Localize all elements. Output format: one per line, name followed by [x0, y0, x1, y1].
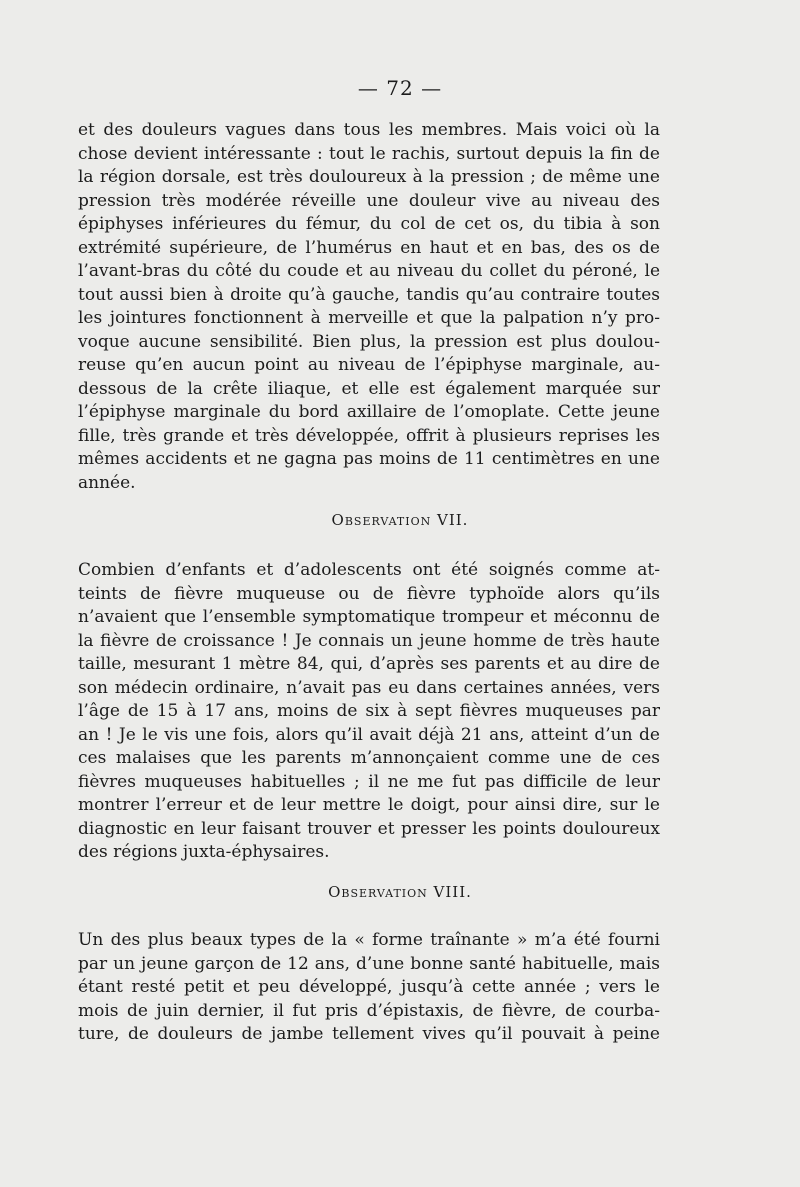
- text-line: diagnostic en leur faisant trouver et presser les points douloureux: [78, 818, 660, 839]
- text-line: année.: [78, 472, 136, 493]
- text-line: la fièvre de croissance ! Je connais un jeune homme de très haute: [78, 630, 660, 651]
- text-line: l’épiphyse marginale du bord axillaire de l’omoplate. Cette jeune: [78, 402, 660, 422]
- text-line: son médecin ordinaire, n’avait pas eu dans certaines années, vers: [78, 677, 660, 698]
- text-line: et des douleurs vagues dans tous les membres. Mais voici où la: [78, 120, 660, 140]
- text-line: n’avaient que l’ensemble symptomatique trompeur et méconnu de: [78, 607, 660, 627]
- text-line: fièvres muqueuses habituelles ; il ne me fut pas difficile de leur: [78, 771, 660, 792]
- text-line: taille, mesurant 1 mètre 84, qui, d’après ses parents et au dire de: [78, 654, 660, 674]
- text-line: extrémité supérieure, de l’humérus en haut et en bas, des os de: [78, 237, 660, 258]
- text-line: mois de juin dernier, il fut pris d’épistaxis, de fièvre, de courba-: [78, 1000, 660, 1021]
- text-line: Combien d’enfants et d’adolescents ont été soignés comme at-: [78, 560, 660, 580]
- text-line: teints de fièvre muqueuse ou de fièvre typhoïde alors qu’ils: [78, 583, 660, 604]
- text-line: ces malaises que les parents m’annonçaient comme une de ces: [78, 748, 660, 768]
- text-line: chose devient intéressante : tout le rachis, surtout depuis la fin de: [78, 143, 660, 164]
- section-heading-observation-8: Observation VIII.: [328, 883, 472, 901]
- text-line: épiphyses inférieures du fémur, du col de cet os, du tibia à son: [78, 214, 660, 234]
- text-line: reuse qu’en aucun point au niveau de l’épiphyse marginale, au-: [78, 355, 660, 375]
- paragraph-2: [78, 559, 660, 865]
- page-number: — 72 —: [357, 76, 443, 100]
- text-line: étant resté petit et peu développé, jusqu’à cette année ; vers le: [78, 977, 660, 997]
- text-line: mêmes accidents et ne gagna pas moins de 11 centimètres en une: [78, 449, 660, 469]
- text-line: la région dorsale, est très douloureux à la pression ; de même une: [78, 167, 660, 187]
- text-line: voque aucune sensibilité. Bien plus, la pression est plus doulou-: [78, 331, 660, 352]
- text-line: les jointures fonctionnent à merveille et que la palpation n’y pro-: [78, 308, 660, 328]
- section-heading-observation-7: Observation VII.: [331, 511, 469, 529]
- text-line: dessous de la crête iliaque, et elle est également marquée sur: [78, 378, 660, 399]
- text-line: Un des plus beaux types de la « forme traînante » m’a été fourni: [78, 930, 660, 950]
- text-line: fille, très grande et très développée, offrit à plusieurs reprises les: [78, 425, 660, 446]
- text-line: an ! Je le vis une fois, alors qu’il avait déjà 21 ans, atteint d’un de: [78, 724, 660, 745]
- paragraph-1: [78, 119, 660, 495]
- text-line: montrer l’erreur et de leur mettre le doigt, pour ainsi dire, sur le: [78, 795, 660, 815]
- paragraph-3: [78, 929, 660, 1047]
- text-line: pression très modérée réveille une douleur vive au niveau des: [78, 190, 660, 211]
- text-line: tout aussi bien à droite qu’à gauche, tandis qu’au contraire toutes: [78, 284, 660, 305]
- text-line: ture, de douleurs de jambe tellement vives qu’il pouvait à peine: [78, 1024, 660, 1044]
- text-line: l’avant-bras du côté du coude et au niveau du collet du péroné, le: [78, 261, 660, 281]
- text-line: des régions juxta-éphysaires.: [78, 842, 330, 862]
- text-line: l’âge de 15 à 17 ans, moins de six à sept fièvres muqueuses par: [78, 701, 660, 721]
- text-line: par un jeune garçon de 12 ans, d’une bonne santé habituelle, mais: [78, 953, 660, 974]
